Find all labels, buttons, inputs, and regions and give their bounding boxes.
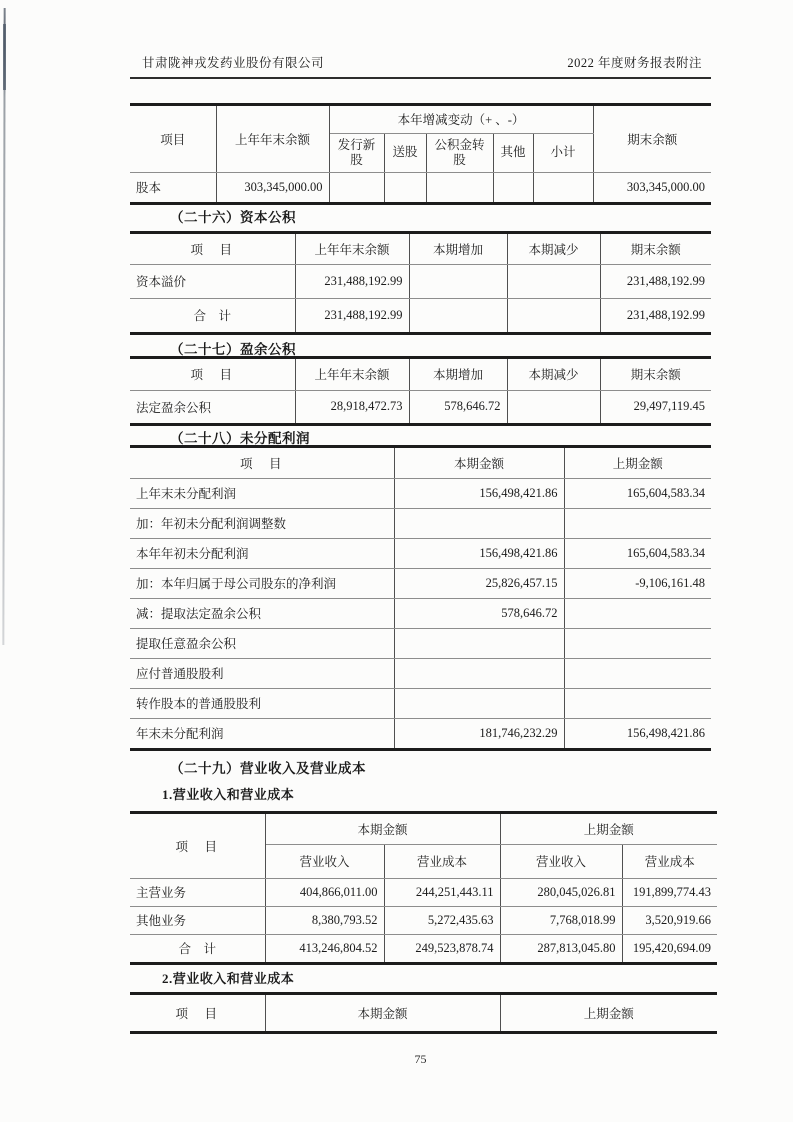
revenue-cost-table-2 (130, 992, 717, 1034)
empty-cell (394, 688, 564, 718)
amount-cell: 29,497,119.45 (600, 390, 711, 423)
column-header: 本期减少 (507, 234, 600, 264)
amount-cell: 404,866,011.00 (265, 878, 384, 906)
column-header: 其他 (493, 133, 533, 172)
column-header: 项 目 (130, 359, 295, 390)
subsection-title-2: 2.营业收入和营业成本 (162, 971, 295, 986)
row-label: 应付普通股股利 (130, 658, 394, 688)
empty-cell (564, 688, 711, 718)
row-label: 主营业务 (130, 878, 265, 906)
undistributed-profit-table (130, 445, 711, 751)
amount-cell: 231,488,192.99 (295, 264, 409, 298)
empty-cell (409, 298, 507, 332)
row-label: 加：本年归属于母公司股东的净利润 (130, 568, 394, 598)
empty-cell (409, 264, 507, 298)
column-header: 项 目 (130, 995, 265, 1031)
column-header: 项目 (130, 106, 216, 172)
column-header: 本期减少 (507, 359, 600, 390)
amount-cell: 28,918,472.73 (295, 390, 409, 423)
amount-cell: 287,813,045.80 (500, 934, 622, 962)
column-header: 本期金额 (394, 448, 564, 478)
empty-cell (564, 658, 711, 688)
amount-cell: 413,246,804.52 (265, 934, 384, 962)
share-capital-table (130, 103, 711, 205)
row-label: 减：提取法定盈余公积 (130, 598, 394, 628)
section-title-surplus-reserve: （二十七）盈余公积 (170, 342, 296, 357)
amount-cell: 303,345,000.00 (216, 172, 329, 202)
amount-cell: 5,272,435.63 (384, 906, 500, 934)
column-header: 小计 (533, 133, 593, 172)
amount-cell: 8,380,793.52 (265, 906, 384, 934)
column-header: 营业成本 (384, 844, 500, 878)
amount-cell: 195,420,694.09 (622, 934, 717, 962)
section-title-undistributed-profit: （二十八）未分配利润 (170, 431, 310, 446)
column-header-group: 本年增减变动（+ 、-） (329, 106, 593, 133)
scan-edge-artifact-dark (3, 24, 6, 90)
empty-cell (533, 172, 593, 202)
column-header: 上年年末余额 (295, 359, 409, 390)
section-title-capital-reserve: （二十六）资本公积 (170, 210, 296, 225)
row-label: 转作股本的普通股股利 (130, 688, 394, 718)
amount-cell: 244,251,443.11 (384, 878, 500, 906)
amount-cell: 25,826,457.15 (394, 568, 564, 598)
column-header: 本期增加 (409, 234, 507, 264)
amount-cell: 231,488,192.99 (295, 298, 409, 332)
total-row-label: 合 计 (130, 298, 295, 332)
column-header: 本期增加 (409, 359, 507, 390)
company-name: 甘肃陇神戎发药业股份有限公司 (142, 56, 325, 70)
section-title-revenue-cost: （二十九）营业收入及营业成本 (170, 761, 366, 776)
empty-cell (493, 172, 533, 202)
column-header: 上期金额 (564, 448, 711, 478)
empty-cell (507, 298, 600, 332)
column-header: 期末余额 (593, 106, 711, 172)
column-header: 本期金额 (265, 995, 500, 1031)
amount-cell: 181,746,232.29 (394, 718, 564, 748)
empty-cell (564, 628, 711, 658)
amount-cell: 280,045,026.81 (500, 878, 622, 906)
empty-cell (394, 628, 564, 658)
empty-cell (426, 172, 493, 202)
amount-cell: 303,345,000.00 (593, 172, 711, 202)
empty-cell (384, 172, 426, 202)
column-header: 营业收入 (500, 844, 622, 878)
row-label: 年末未分配利润 (130, 718, 394, 748)
amount-cell: 156,498,421.86 (564, 718, 711, 748)
column-header-group: 本期金额 (265, 814, 500, 844)
column-header: 上期金额 (500, 995, 717, 1031)
row-label: 加：年初未分配利润调整数 (130, 508, 394, 538)
scan-edge-artifact (2, 8, 5, 645)
empty-cell (329, 172, 384, 202)
row-label: 股本 (130, 172, 216, 202)
column-header: 项 目 (130, 234, 295, 264)
amount-cell: 7,768,018.99 (500, 906, 622, 934)
surplus-reserve-table (130, 356, 711, 426)
column-header: 送股 (384, 133, 426, 172)
row-label: 资本溢价 (130, 264, 295, 298)
amount-cell: 3,520,919.66 (622, 906, 717, 934)
row-label: 法定盈余公积 (130, 390, 295, 423)
amount-cell: 191,899,774.43 (622, 878, 717, 906)
amount-cell: 249,523,878.74 (384, 934, 500, 962)
column-header: 项 目 (130, 448, 394, 478)
amount-cell: 578,646.72 (409, 390, 507, 423)
amount-cell: -9,106,161.48 (564, 568, 711, 598)
header-rule (130, 77, 711, 79)
empty-cell (507, 390, 600, 423)
column-header: 上年年末余额 (295, 234, 409, 264)
page-number: 75 (414, 1052, 427, 1066)
column-header: 期末余额 (600, 359, 711, 390)
row-label: 提取任意盈余公积 (130, 628, 394, 658)
revenue-cost-table (130, 811, 717, 965)
empty-cell (394, 658, 564, 688)
column-header-group: 上期金额 (500, 814, 717, 844)
empty-cell (394, 508, 564, 538)
empty-cell (564, 598, 711, 628)
column-header: 发行新股 (329, 133, 384, 172)
amount-cell: 231,488,192.99 (600, 264, 711, 298)
subsection-title-1: 1.营业收入和营业成本 (162, 787, 295, 802)
capital-reserve-table (130, 231, 711, 335)
amount-cell: 578,646.72 (394, 598, 564, 628)
amount-cell: 156,498,421.86 (394, 478, 564, 508)
amount-cell: 231,488,192.99 (600, 298, 711, 332)
amount-cell: 165,604,583.34 (564, 538, 711, 568)
column-header: 营业收入 (265, 844, 384, 878)
column-header: 营业成本 (622, 844, 717, 878)
row-label: 本年年初未分配利润 (130, 538, 394, 568)
amount-cell: 156,498,421.86 (394, 538, 564, 568)
row-label: 上年末未分配利润 (130, 478, 394, 508)
empty-cell (564, 508, 711, 538)
empty-cell (507, 264, 600, 298)
column-header: 上年年末余额 (216, 106, 329, 172)
column-header: 期末余额 (600, 234, 711, 264)
row-label: 其他业务 (130, 906, 265, 934)
amount-cell: 165,604,583.34 (564, 478, 711, 508)
total-row-label: 合 计 (130, 934, 265, 962)
column-header: 公积金转股 (426, 133, 493, 172)
column-header: 项 目 (130, 814, 265, 878)
doc-title: 2022 年度财务报表附注 (567, 56, 702, 70)
